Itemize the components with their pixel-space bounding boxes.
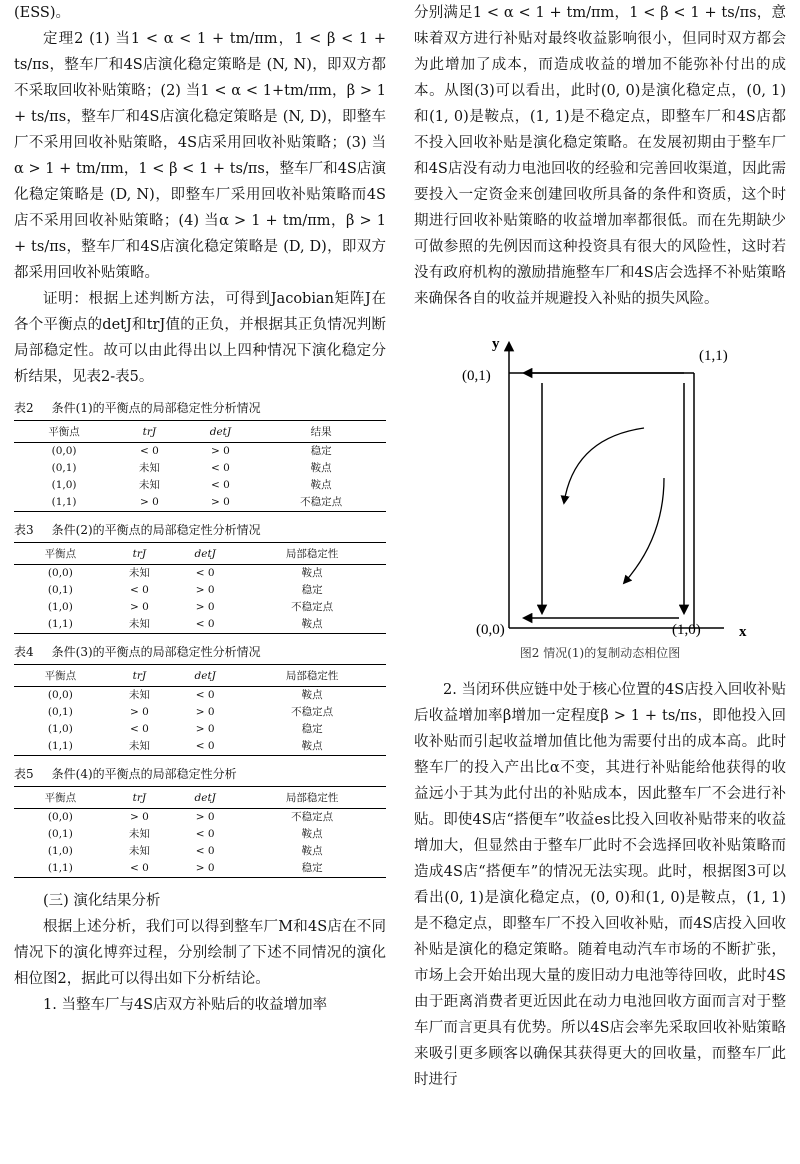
paragraph-analysis-intro: 根据上述分析，我们可以得到整车厂M和4S店在不同情况下的演化博弈过程，分别绘制了下述不同情况的演化相位图2，据此可以得出如下分析结论。 [14, 919, 386, 987]
table-cell: < 0 [195, 828, 215, 840]
table-row [14, 582, 386, 599]
table-header-cell: 平衡点 [14, 665, 107, 687]
table-cell: < 0 [172, 738, 238, 756]
paragraph-proof: 证明：根据上述判断方法，可得到Jacobian矩阵J在各个平衡点的detJ和trJ值的正负，并根据其正负情况判断局部稳定性。故可以由此得出以上四种情况下演化稳定分析结果，见表2-表5。 [14, 291, 386, 385]
table-row [14, 721, 386, 738]
stability-table [14, 786, 386, 878]
table-row [14, 687, 386, 705]
paragraph-ess: (ESS)。 [14, 5, 71, 21]
table-block [14, 766, 386, 878]
table-row [14, 860, 386, 878]
table-label: 表2 [14, 401, 34, 415]
table-row [14, 599, 386, 616]
table-cell: > 0 [172, 860, 238, 878]
table-block [14, 644, 386, 756]
trajectory-upper [564, 428, 644, 503]
section-heading: (三) 演化结果分析 [43, 893, 161, 909]
table-cell: < 0 [211, 462, 230, 474]
table-row [14, 565, 386, 583]
table-cell: 不稳定点 [291, 601, 334, 613]
table-header-cell: trJ [107, 543, 172, 565]
table-cell: < 0 [211, 479, 230, 491]
table-cell: 未知 [138, 479, 160, 491]
table-block [14, 522, 386, 634]
table-cell: 不稳定点 [291, 811, 334, 823]
table-row [14, 843, 386, 860]
table-cell: 鞍点 [310, 479, 332, 491]
table-cell: 稳定 [310, 445, 332, 457]
table-row [14, 704, 386, 721]
table-cell: 不稳定点 [291, 706, 334, 718]
table-cell: 未知 [107, 616, 172, 634]
table-cell: 鞍点 [301, 845, 323, 857]
table-cell: 不稳定点 [256, 494, 386, 512]
table-cell: 稳定 [301, 723, 323, 735]
table-header-cell: detJ [172, 543, 238, 565]
table-row [14, 494, 386, 512]
stability-table [14, 420, 386, 512]
table-cell: 稳定 [301, 584, 323, 596]
table-cell: 鞍点 [238, 616, 386, 634]
table-cell: < 0 [195, 689, 215, 701]
table-header-cell: trJ [107, 665, 172, 687]
stability-tables [14, 400, 386, 878]
table-cell: > 0 [195, 706, 215, 718]
table-caption [14, 644, 386, 660]
table-cell: (1,1) [14, 494, 114, 512]
table-cell: < 0 [129, 584, 149, 596]
table-cell: > 0 [129, 706, 149, 718]
table-cell: (1,0) [47, 723, 73, 735]
table-cell: 鞍点 [301, 689, 323, 701]
table-label: 表4 [14, 645, 34, 659]
table-cell: 未知 [128, 689, 150, 701]
table-cell: (1,0) [47, 601, 73, 613]
table-cell: (0,1) [47, 828, 73, 840]
paragraph-case-1-continued: 分别满足1 < α < 1 + tm/πm，1 < β < 1 + ts/πs，意味着双方进行补贴对最终收益影响很小，但同时双方都会为此增加了成本，而造成收益的增加不能弥补付出的成本。从图(3)可以看出，此时(0, 0)是演化稳定点，(0, 1)和(1, 0)是鞍点，(1, 1)是不稳定点，即整车厂和4S店都不投入回收补贴是演化稳定策略。在发展初期由于整车厂和4S店没有动力电池回收的经验和完善回收渠道，因此需要投入一定资金来创建回收所具备的条件和资质，这个时期进行回收补贴策略的收益增加率都很低。而在先期缺少可做参照的先例因而这种投资具有很大的风险性，这时若没有政府机构的激励措施整车厂和4S店会选择不补贴策略来确保各自的收益并规避投入补贴的损失风险。 [414, 5, 786, 307]
table-header-cell: 结果 [256, 421, 386, 443]
table-row [14, 477, 386, 494]
table-caption [14, 766, 386, 782]
table-cell: (0,1) [47, 584, 73, 596]
table-title: 条件(2)的平衡点的局部稳定性分析情况 [51, 523, 261, 537]
phase-diagram-figure [414, 328, 786, 638]
table-cell: 未知 [128, 567, 150, 579]
table-cell: (0,0) [51, 445, 77, 457]
table-cell: > 0 [195, 584, 215, 596]
table-cell: < 0 [195, 567, 215, 579]
table-label: 表3 [14, 523, 34, 537]
trajectory-lower [624, 478, 664, 583]
table-cell: 鞍点 [301, 828, 323, 840]
point-0-0-label: (0,0) [476, 622, 505, 638]
table-header-cell: trJ [114, 421, 185, 443]
table-cell: > 0 [195, 811, 215, 823]
table-cell: 鞍点 [238, 738, 386, 756]
table-row [14, 738, 386, 756]
table-header-cell: detJ [185, 421, 257, 443]
left-column [14, 0, 386, 1018]
table-title: 条件(4)的平衡点的局部稳定性分析 [51, 767, 237, 781]
table-cell: (0,1) [51, 462, 77, 474]
table-cell: 未知 [128, 845, 150, 857]
table-cell: (1,0) [51, 479, 77, 491]
table-cell: > 0 [129, 601, 149, 613]
table-cell: 鞍点 [301, 567, 323, 579]
table-cell: (1,1) [14, 860, 107, 878]
phase-diagram [414, 328, 786, 638]
table-cell: < 0 [195, 845, 215, 857]
table-cell: > 0 [185, 494, 257, 512]
table-caption [14, 400, 386, 416]
paragraph-case-2: 2. 当闭环供应链中处于核心位置的4S店投入回收补贴后收益增加率β增加一定程度β > 1 + ts/πs，即他投入回收补贴而引起收益增加值比他为需要付出的成本高。此时整车厂的投入产出比α不变，其进行补贴能给他获得的收益远小于其为此付出的补贴成本，因此整车厂不会进行补贴。即使4S店“搭便车”收益es比投入回收补贴带来的收益增加大，但显然由于整车厂此时不会选择回收补贴策略而造成4S店“搭便车”的情况无法实现。此时，根据图3可以看出(0, 1)是演化稳定点，(0, 0)和(1, 0)是鞍点，(1, 1)是不稳定点，即整车厂不投入回收补贴，而4S店投入回收补贴是演化的稳定策略。随着电动汽车市场的不断扩张，市场上会开始出现大量的废旧动力电池等待回收，此时4S由于距离消费者更近因此在动力电池回收方面而言对于整车厂而言更具有优势。所以4S店会率先采取回收补贴策略来吸引更多顾客以确保其获得更大的回收量，而整车厂此时进行 [414, 682, 786, 1088]
table-cell: < 0 [172, 616, 238, 634]
table-header-cell: detJ [172, 665, 238, 687]
table-cell: > 0 [129, 811, 149, 823]
table-header-cell: 局部稳定性 [238, 665, 386, 687]
table-cell: (1,1) [14, 616, 107, 634]
table-cell: 稳定 [238, 860, 386, 878]
table-header-cell: trJ [107, 787, 172, 809]
table-cell: (0,1) [47, 706, 73, 718]
point-0-1-label: (0,1) [462, 368, 491, 384]
table-cell: > 0 [114, 494, 185, 512]
table-cell: < 0 [129, 723, 149, 735]
table-row [14, 443, 386, 461]
table-cell: (1,1) [14, 738, 107, 756]
table-cell: 鞍点 [310, 462, 332, 474]
table-header-cell: 平衡点 [14, 421, 114, 443]
stability-table [14, 542, 386, 634]
table-cell: 未知 [138, 462, 160, 474]
point-1-0-label: (1,0) [672, 622, 701, 638]
figure-caption: 图2 情况(1)的复制动态相位图 [519, 646, 681, 660]
table-cell: 未知 [107, 738, 172, 756]
paragraph-theorem-2: 定理2 (1) 当1 < α < 1 + tm/πm，1 < β < 1 + ts/πs，整车厂和4S店演化稳定策略是 (N, N)，即双方都不采取回收补贴策略；(2) 当1 < α < 1+tm/πm，β > 1 + ts/πs，整车厂和4S店演化稳定策略是 (N, D)，即整车厂不采用回收补贴策略，4S店采用回收补贴策略；(3) 当α > 1 + tm/πm，1 < β < 1 + ts/πs，整车厂和4S店演化稳定策略是 (D, N)，即整车厂采用回收补贴策略而4S店不采用回收补贴策略；(4) 当α > 1 + tm/πm，β > 1 + ts/πs，整车厂和4S店演化稳定策略是 (D, D)，即双方都采用回收补贴策略。 [14, 31, 386, 281]
table-header-cell: 局部稳定性 [238, 787, 386, 809]
table-cell: > 0 [211, 445, 230, 457]
table-block [14, 400, 386, 512]
x-axis-label: x [739, 624, 747, 638]
right-column [414, 0, 786, 1093]
table-header-cell: detJ [172, 787, 238, 809]
paragraph-case-1-start: 1. 当整车厂与4S店双方补贴后的收益增加率 [43, 997, 328, 1013]
table-title: 条件(1)的平衡点的局部稳定性分析情况 [51, 401, 261, 415]
y-axis-label: y [492, 336, 500, 352]
table-caption [14, 522, 386, 538]
table-cell: > 0 [195, 601, 215, 613]
table-cell: > 0 [195, 723, 215, 735]
stability-table [14, 664, 386, 756]
table-cell: (0,0) [47, 689, 73, 701]
table-row [14, 460, 386, 477]
point-1-1-label: (1,1) [699, 348, 728, 364]
table-cell: (0,0) [47, 811, 73, 823]
table-cell: < 0 [139, 445, 159, 457]
table-title: 条件(3)的平衡点的局部稳定性分析情况 [51, 645, 261, 659]
table-header-cell: 平衡点 [14, 787, 107, 809]
table-row [14, 809, 386, 827]
table-cell: 未知 [128, 828, 150, 840]
table-label: 表5 [14, 767, 34, 781]
table-row [14, 826, 386, 843]
table-cell: < 0 [107, 860, 172, 878]
table-cell: (1,0) [47, 845, 73, 857]
table-row [14, 616, 386, 634]
table-header-cell: 局部稳定性 [238, 543, 386, 565]
table-cell: (0,0) [47, 567, 73, 579]
table-header-cell: 平衡点 [14, 543, 107, 565]
